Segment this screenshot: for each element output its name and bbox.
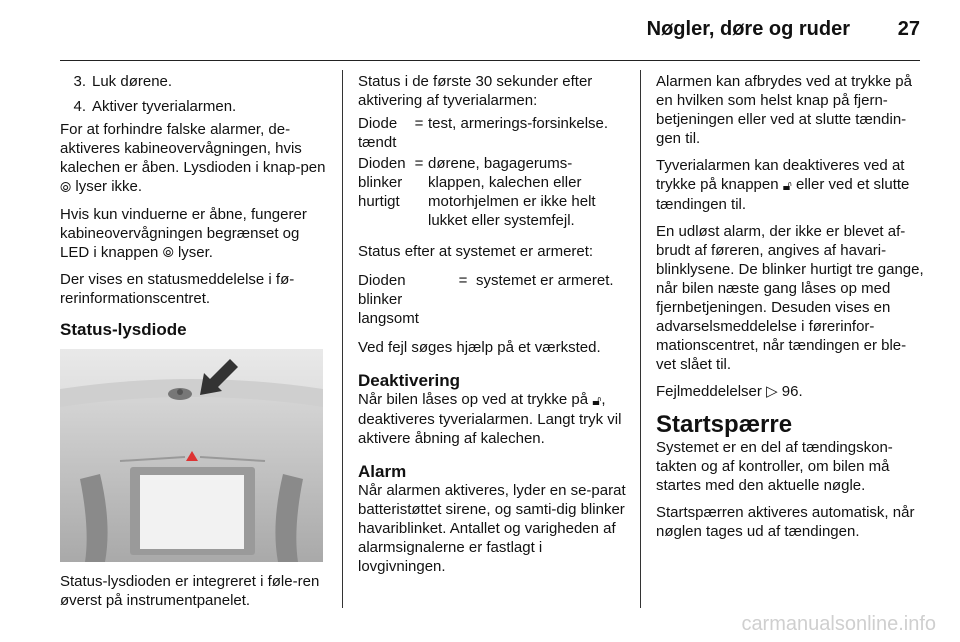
immobilizer-heading: Startspærre (656, 410, 793, 438)
immobilizer-paragraph-1: Systemet er en del af tændingskon-takten og af kontroller, om bilen må startes med den aktuelle nøgle. (656, 438, 893, 494)
status-intro: Status i de første 30 sekunder efter aktivering af tyverialarmen: (358, 73, 593, 109)
status-led-heading: Status-lysdiode (60, 320, 187, 340)
paragraph-windows-open: Hvis kun vinduerne er åbne, fungerer kabineovervågningen begrænset og LED i knappen ⦾ lyser. (60, 205, 307, 261)
page-number: 27 (897, 18, 920, 40)
page-title: Nøgler, døre og ruder (646, 18, 850, 40)
step-3: 3. Luk dørene. (73, 73, 173, 90)
page-reference-icon: ▷ (766, 382, 778, 400)
alarm-heading: Alarm (358, 461, 407, 481)
unlock-icon: 🔓︎ (592, 391, 602, 408)
definition-led-on: Diode tændt = test, armerings-forsinkelse. (358, 115, 609, 151)
alarm-interrupt-paragraph: Alarmen kan afbrydes ved at trykke på en hvilken som helst knap på fjern-betjeningen eller ved at slutte tændin-gen til. (656, 73, 912, 147)
definition-led-blinks-slow: Dioden blinker langsomt = systemet er armeret. (358, 272, 614, 327)
watermark: carmanualsonline.info (741, 613, 936, 635)
status-armed-intro: Status efter at systemet er armeret: (358, 243, 594, 260)
display-screen (140, 475, 244, 549)
column-divider-1 (342, 70, 343, 608)
step-4: 4. Aktiver tyverialarmen. (73, 98, 237, 115)
alarm-deactivate-paragraph: Tyverialarmen kan deaktiveres ved at trykke på knappen 🔓︎ eller ved et slutte tændingen til. (656, 157, 910, 213)
dashboard-illustration (60, 349, 323, 562)
fault-messages-reference: Fejlmeddelelser ▷ 96. (656, 382, 803, 400)
column-1 (60, 72, 328, 618)
column-2 (358, 72, 626, 584)
interior-monitoring-icon: ⦾ (162, 244, 174, 261)
deactivation-heading: Deaktivering (358, 371, 461, 390)
paragraph-false-alarm: For at forhindre falske alarmer, de-aktiveres kabineovervågningen, hvis kalechen er åben. Lysdioden i knap-pen ⦾ lyser ikke. (60, 121, 326, 195)
unlock-icon: 🔓︎ (782, 176, 792, 193)
fault-paragraph: Ved fejl søges hjælp på et værksted. (358, 339, 601, 356)
deactivation-paragraph: Når bilen låses op ved at trykke på 🔓︎, deaktiveres tyverialarmen. Langt tryk vil aktivere åbning af kalechen. (358, 391, 622, 447)
column-divider-2 (640, 70, 641, 608)
immobilizer-paragraph-2: Startspærren aktiveres automatisk, når nøglen tages ud af tændingen. (656, 503, 915, 540)
alarm-paragraph: Når alarmen aktiveres, lyder en se-parat batteristøttet sirene, og samti-dig blinker havariblinket. Antallet og varigheden af alarmsignalerne er fastlagt i lovgivningen. (358, 481, 626, 575)
header-rule (60, 60, 920, 61)
image-caption: Status-lysdioden er integreret i føle-ren øverst på instrumentpanelet. (60, 573, 320, 610)
definition-led-blinks-fast: Dioden blinker hurtigt = dørene, bagagerums-klappen, kalechen eller motorhjelmen er ikke helt lukket eller systemfejl. (358, 155, 596, 229)
interior-monitoring-icon: ⦾ (60, 178, 72, 195)
paragraph-status-message: Der vises en statusmeddelelse i fø-rerinformationscentret. (60, 271, 295, 308)
triggered-alarm-paragraph: En udløst alarm, der ikke er blevet af-brudt af føreren, angives af havari-blinklysene. De blinker hurtigt tre gange, når bilen næste gang låses op med fjernbetjeningen. Desuden vises en advarselsmeddelelse i førerinfor-mationscentret, når tændingen er ble-vet slået til. (656, 222, 924, 373)
column-3 (656, 72, 924, 549)
